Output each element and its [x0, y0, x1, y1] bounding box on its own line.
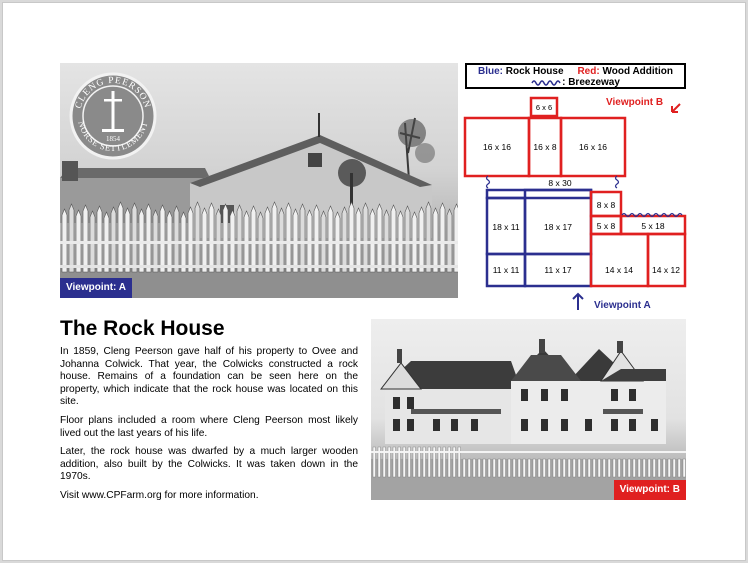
- house-window: [611, 419, 618, 431]
- fence-picket: [483, 459, 486, 477]
- house-window: [433, 419, 440, 431]
- viewpoint-a-tag: Viewpoint: A: [60, 278, 132, 298]
- fence-picket: [543, 459, 546, 477]
- fence-picket: [618, 459, 621, 477]
- house-window: [407, 397, 414, 409]
- fence-picket: [583, 459, 586, 477]
- room-6x6-label: 6 x 6: [535, 103, 553, 112]
- fence-picket: [548, 459, 551, 477]
- fence-picket: [523, 459, 526, 477]
- fence-picket: [478, 459, 481, 477]
- paragraph-2: Floor plans included a room where Cleng Peerson most likely lived out the last years of his life.: [60, 414, 358, 439]
- fence-picket: [573, 459, 576, 477]
- room-14x14-label: 14 x 14: [605, 265, 633, 275]
- fence-picket: [603, 459, 606, 477]
- fence-picket: [613, 459, 616, 477]
- fence-picket: [558, 459, 561, 477]
- room-5x8-label: 5 x 8: [596, 221, 616, 231]
- fence-picket: [638, 459, 641, 477]
- fence-picket: [658, 459, 661, 477]
- fence-picket: [503, 459, 506, 477]
- fence-picket: [578, 459, 581, 477]
- viewpoint-b-arrow-icon: [672, 104, 680, 112]
- fence-picket: [473, 459, 476, 477]
- fence-picket: [588, 459, 591, 477]
- room-14x12: [648, 234, 685, 286]
- house-window: [471, 419, 478, 431]
- house-window: [585, 419, 592, 431]
- photo-b-details: [371, 319, 686, 500]
- room-18x11-label: 18 x 11: [492, 222, 520, 232]
- fence-picket: [463, 459, 466, 477]
- fence-picket: [623, 459, 626, 477]
- fence-picket: [673, 459, 676, 477]
- fence-picket: [678, 459, 681, 477]
- fence-picket: [528, 459, 531, 477]
- viewpoint-b-tag: Viewpoint: B: [614, 480, 686, 500]
- article-body: [60, 346, 358, 509]
- room-8x8-label: 8 x 8: [596, 200, 616, 210]
- house-window: [407, 419, 414, 431]
- house-window: [451, 419, 458, 431]
- legend-red-value: Wood Addition: [602, 66, 674, 77]
- house-window: [521, 389, 528, 401]
- house-window: [521, 419, 528, 431]
- fence-picket: [628, 459, 631, 477]
- fence-picket: [498, 459, 501, 477]
- house-window: [561, 419, 568, 431]
- breezeway-left: [487, 176, 490, 188]
- logo-top-text: CLENG PEERSON: [73, 75, 153, 110]
- fence-picket: [538, 459, 541, 477]
- room-14x14: [591, 234, 648, 286]
- house-window: [629, 419, 636, 431]
- room-16x8-label: 16 x 8: [533, 142, 557, 152]
- fence-picket: [568, 459, 571, 477]
- room-16x16-left-label: 16 x 16: [483, 142, 511, 152]
- viewpoint-b-label: Viewpoint B: [606, 97, 664, 108]
- house-window: [393, 397, 400, 409]
- fence-picket: [518, 459, 521, 477]
- fence-picket: [598, 459, 601, 477]
- legend-blue-value: Rock House: [505, 66, 564, 77]
- house-window: [651, 419, 658, 431]
- fence-picket: [533, 459, 536, 477]
- house-window: [629, 389, 636, 401]
- logo-year: 1854: [106, 135, 120, 143]
- room-11x11-label: 11 x 11: [492, 265, 520, 275]
- paragraph-4: Visit www.CPFarm.org for more information.: [60, 489, 259, 501]
- paragraph-1: In 1859, Cleng Peerson gave half of his property to Ovee and Johanna Colwick. That year, the Colwicks constructed a rock house. Remains of a foundation can be seen here on the property, which indicate that the rock house was located on this site.: [60, 346, 358, 408]
- fence-picket: [493, 459, 496, 477]
- viewpoint-a-arrow-icon: [573, 294, 583, 310]
- fence-picket: [643, 459, 646, 477]
- room-8x30-label: 8 x 30: [548, 178, 572, 188]
- house-window: [393, 419, 400, 431]
- fence-picket: [508, 459, 511, 477]
- photo-viewpoint-b: [371, 319, 686, 500]
- fence-picket: [668, 459, 671, 477]
- fence-picket: [683, 459, 686, 477]
- legend-blue-label: Blue:: [477, 66, 503, 77]
- fence-picket: [513, 459, 516, 477]
- room-18x17-label: 18 x 17: [544, 222, 572, 232]
- fence-picket: [633, 459, 636, 477]
- fence-picket: [593, 459, 596, 477]
- legend-breezeway-label: : Breezeway: [562, 77, 620, 88]
- fence-picket: [653, 459, 656, 477]
- house-window: [611, 389, 618, 401]
- house-window: [561, 389, 568, 401]
- breezeway-right: [616, 176, 619, 188]
- fence-picket: [553, 459, 556, 477]
- house-window: [541, 419, 548, 431]
- fence-picket: [608, 459, 611, 477]
- room-16x16-right-label: 16 x 16: [579, 142, 607, 152]
- fence-picket: [563, 459, 566, 477]
- page-title: The Rock House: [60, 317, 225, 340]
- viewpoint-a-label: Viewpoint A: [594, 300, 651, 311]
- fence-picket: [488, 459, 491, 477]
- legend-red-label: Red:: [577, 66, 600, 77]
- house-window: [541, 389, 548, 401]
- paragraph-3: Later, the rock house was dwarfed by a much larger wooden addition, also built by the Colwicks. It was taken down in the 1970s.: [60, 446, 358, 483]
- fence-picket: [468, 459, 471, 477]
- logo-bottom-text: NORSE SETTLEMENT: [76, 119, 150, 154]
- fence-picket: [648, 459, 651, 477]
- fence-picket: [663, 459, 666, 477]
- room-5x18-label: 5 x 18: [641, 221, 665, 231]
- room-14x12-label: 14 x 12: [652, 265, 680, 275]
- room-11x17-label: 11 x 17: [544, 265, 572, 275]
